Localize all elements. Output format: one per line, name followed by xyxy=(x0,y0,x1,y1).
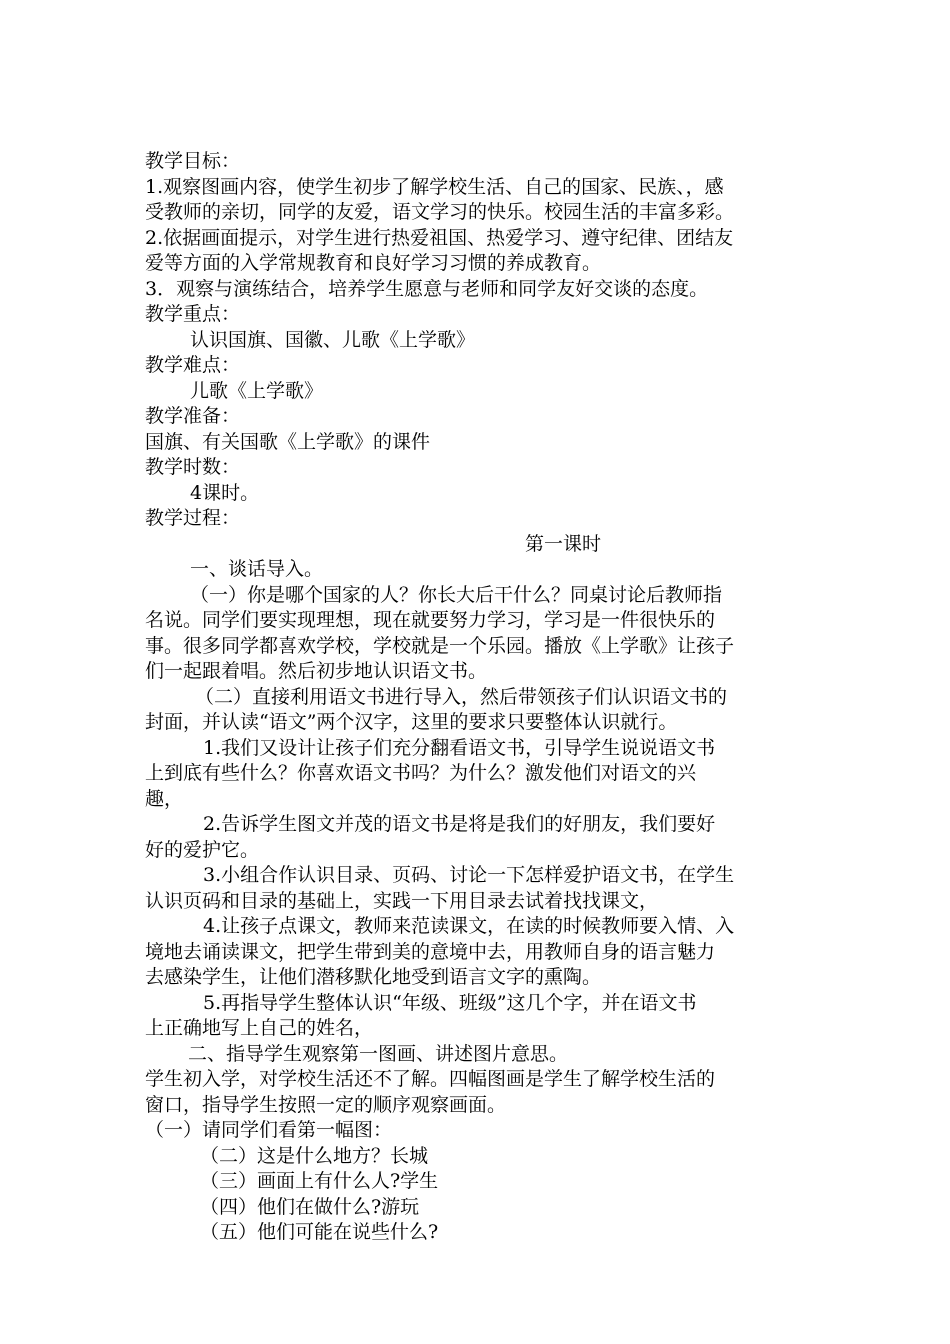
item-5-line-1: 5.再指导学生整体认识“年级、班级”这几个字，并在语文书 xyxy=(203,991,697,1014)
item-4-line-1: 4.让孩子点课文，教师来范读课文，在读的时候教师要入情、入 xyxy=(203,915,735,937)
item-3-line-1: 3.小组合作认识目录、页码、讨论一下怎样爱护语文书，在学生 xyxy=(203,864,735,886)
item-1-line-3: 趣， xyxy=(145,787,184,810)
para-2-line-1: （二）直接利用语文书进行导入，然后带领孩子们认识语文书的 xyxy=(195,685,728,708)
goal-2-line-1: 2.依据画面提示，对学生进行热爱祖国、热爱学习、遵守纪律、团结友 xyxy=(145,226,734,249)
heading-teaching-goals: 教学目标： xyxy=(145,150,241,172)
preparation-text: 国旗、有关国歌《上学歌》的课件 xyxy=(145,430,431,453)
heading-teaching-process: 教学过程： xyxy=(145,507,241,529)
para-1-line-3: 事。很多同学都喜欢学校，学校就是一个乐园。播放《上学歌》让孩子 xyxy=(145,634,735,657)
para-2-line-2: 封面，并认读“语文”两个汉字，这里的要求只要整体认识就行。 xyxy=(145,711,678,733)
goal-3: 3．观察与演练结合，培养学生愿意与老师和同学友好交谈的态度。 xyxy=(145,277,709,300)
section-2-intro-line-1: 学生初入学，对学校生活还不了解。四幅图画是学生了解学校生活的 xyxy=(145,1068,716,1090)
goal-2-line-2: 爱等方面的入学常规教育和良好学习习惯的养成教育。 xyxy=(145,252,602,274)
heading-key-points: 教学重点： xyxy=(145,303,241,325)
question-1: （一）请同学们看第一幅图： xyxy=(145,1119,393,1141)
item-4-line-3: 去感染学生，让他们潜移默化地受到语言文字的熏陶。 xyxy=(145,966,602,988)
difficulties-text: 儿歌《上学歌》 xyxy=(190,379,324,402)
section-2-title: 二、指导学生观察第一图画、讲述图片意思。 xyxy=(188,1042,569,1065)
para-1-line-1: （一）你是哪个国家的人？你长大后干什么？同桌讨论后教师指 xyxy=(190,583,723,606)
item-1-line-2: 上到底有些什么？你喜欢语文书吗？为什么？激发他们对语文的兴 xyxy=(145,762,697,784)
item-4-line-2: 境地去诵读课文，把学生带到美的意境中去，用教师自身的语言魅力 xyxy=(145,940,716,963)
section-1-title: 一、谈话导入。 xyxy=(190,558,324,580)
section-2-intro-line-2: 窗口，指导学生按照一定的顺序观察画面。 xyxy=(145,1093,507,1116)
item-2-line-2: 好的爱护它。 xyxy=(145,838,260,861)
item-2-line-1: 2.告诉学生图文并茂的语文书是将是我们的好朋友，我们要好 xyxy=(203,813,716,835)
heading-preparation: 教学准备： xyxy=(145,405,241,427)
class-hours-text: 4课时。 xyxy=(190,481,260,504)
item-1-line-1: 1.我们又设计让孩子们充分翻看语文书，引导学生说说语文书 xyxy=(203,736,716,759)
question-4: （四）他们在做什么?游玩 xyxy=(200,1195,420,1218)
para-1-line-2: 名说。同学们要实现理想，现在就要努力学习，学习是一件很快乐的 xyxy=(145,609,716,631)
heading-class-hours: 教学时数： xyxy=(145,456,241,478)
question-3: （三）画面上有什么人?学生 xyxy=(200,1170,439,1192)
question-5: （五）他们可能在说些什么? xyxy=(200,1221,439,1243)
question-2: （二）这是什么地方？长城 xyxy=(200,1144,429,1167)
goal-1-line-2: 受教师的亲切，同学的友爱，语文学习的快乐。校园生活的丰富多彩。 xyxy=(145,201,735,223)
goal-1-line-1: 1.观察图画内容，使学生初步了解学校生活、自己的国家、民族、，感 xyxy=(145,175,724,198)
lesson-title: 第一课时 xyxy=(525,532,602,555)
para-1-line-4: 们一起跟着唱。然后初步地认识语文书。 xyxy=(145,660,488,682)
key-points-text: 认识国旗、国徽、儿歌《上学歌》 xyxy=(190,328,476,351)
document-body xyxy=(145,149,810,1246)
heading-difficulties: 教学难点： xyxy=(145,354,241,376)
item-3-line-2: 认识页码和目录的基础上，实践一下用目录去试着找找课文， xyxy=(145,889,659,912)
item-5-line-2: 上正确地写上自己的姓名， xyxy=(145,1017,374,1039)
